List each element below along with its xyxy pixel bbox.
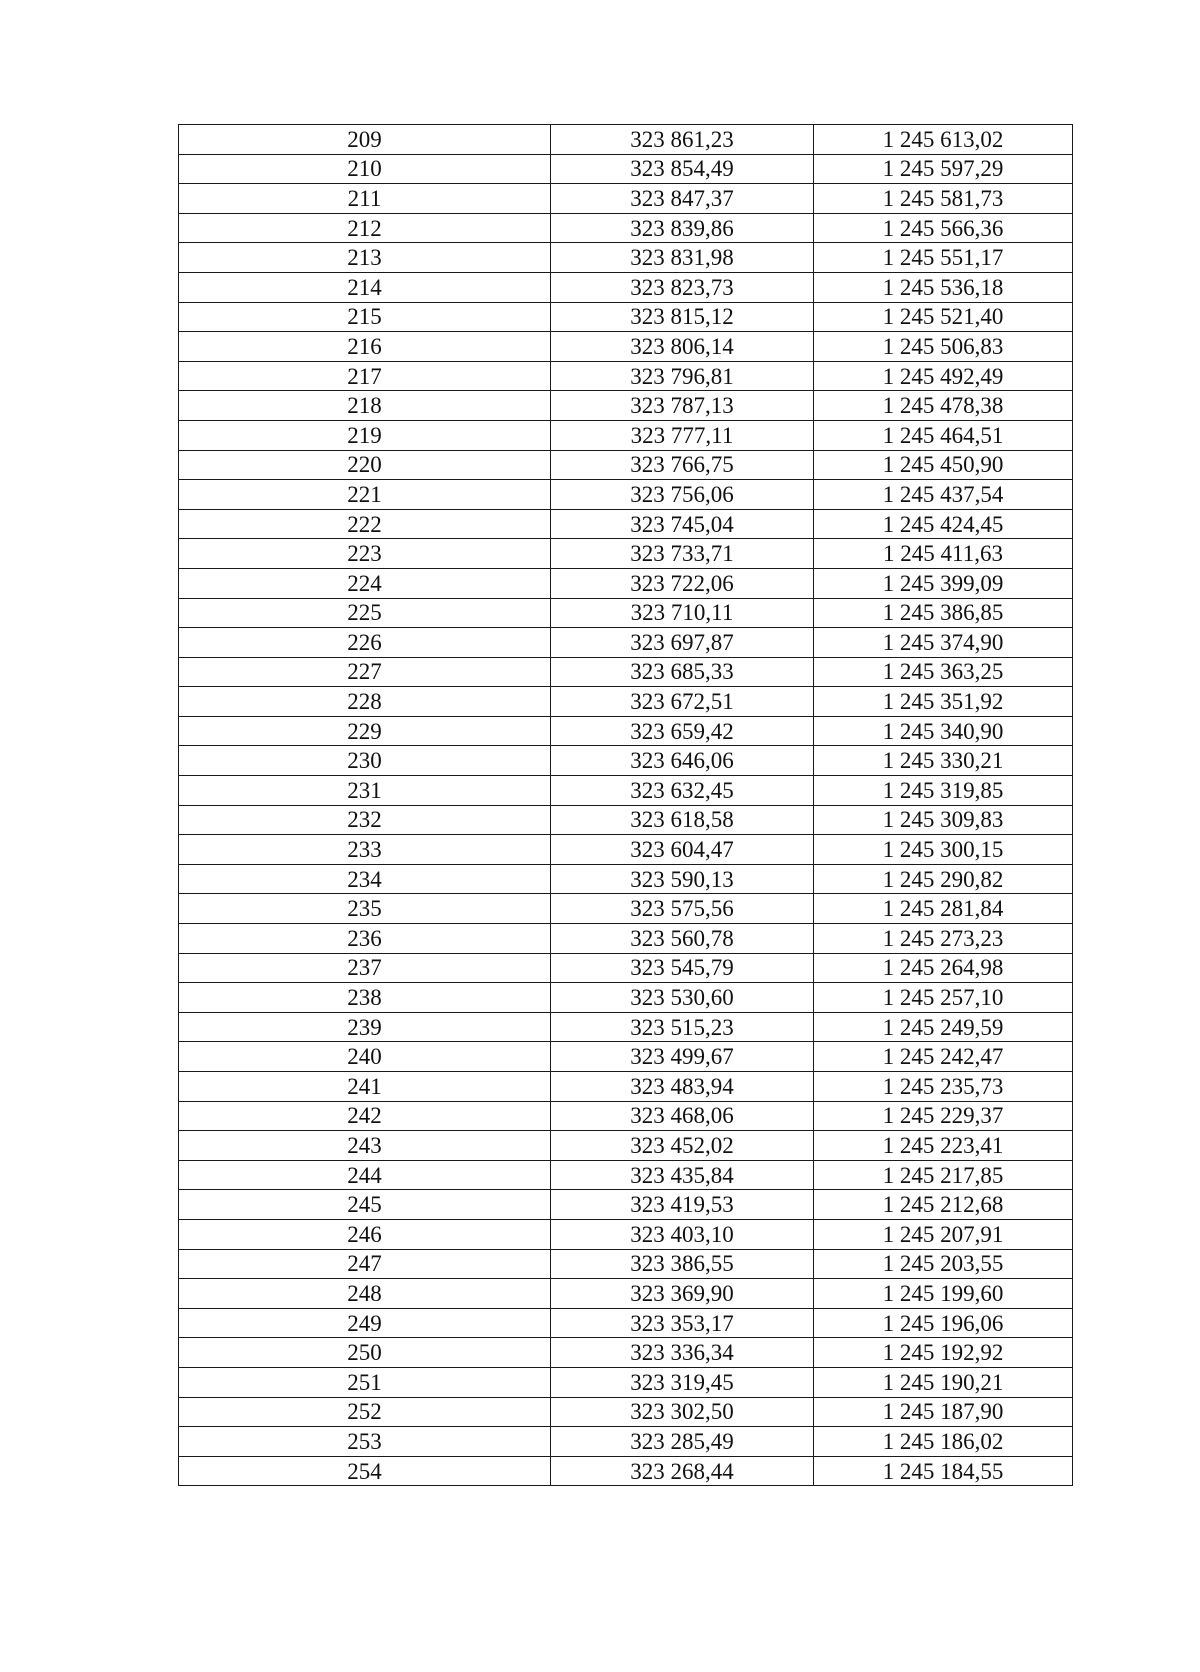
y-coordinate-cell: 1 245 424,45 [814,509,1073,539]
y-coordinate-cell: 1 245 613,02 [814,125,1073,155]
point-number-cell: 219 [179,420,551,450]
table-row [179,420,1073,450]
y-coordinate-cell: 1 245 478,38 [814,391,1073,421]
y-coordinate-cell: 1 245 242,47 [814,1042,1073,1072]
x-coordinate-cell: 323 353,17 [551,1308,814,1338]
x-coordinate-cell: 323 302,50 [551,1397,814,1427]
y-coordinate-cell: 1 245 196,06 [814,1308,1073,1338]
point-number-cell: 224 [179,568,551,598]
y-coordinate-cell: 1 245 536,18 [814,272,1073,302]
y-coordinate-cell: 1 245 207,91 [814,1219,1073,1249]
table-row [179,953,1073,983]
point-number-cell: 234 [179,864,551,894]
x-coordinate-cell: 323 847,37 [551,184,814,214]
x-coordinate-cell: 323 452,02 [551,1131,814,1161]
y-coordinate-cell: 1 245 374,90 [814,628,1073,658]
x-coordinate-cell: 323 618,58 [551,805,814,835]
x-coordinate-cell: 323 806,14 [551,332,814,362]
point-number-cell: 236 [179,924,551,954]
x-coordinate-cell: 323 756,06 [551,480,814,510]
table-row [179,332,1073,362]
table-row [179,391,1073,421]
y-coordinate-cell: 1 245 290,82 [814,864,1073,894]
point-number-cell: 222 [179,509,551,539]
point-number-cell: 231 [179,776,551,806]
table-row [179,598,1073,628]
y-coordinate-cell: 1 245 330,21 [814,746,1073,776]
x-coordinate-cell: 323 861,23 [551,125,814,155]
point-number-cell: 227 [179,657,551,687]
point-number-cell: 215 [179,302,551,332]
point-number-cell: 247 [179,1249,551,1279]
point-number-cell: 220 [179,450,551,480]
y-coordinate-cell: 1 245 264,98 [814,953,1073,983]
table-row [179,628,1073,658]
point-number-cell: 221 [179,480,551,510]
point-number-cell: 253 [179,1427,551,1457]
y-coordinate-cell: 1 245 399,09 [814,568,1073,598]
table-row [179,361,1073,391]
x-coordinate-cell: 323 839,86 [551,213,814,243]
x-coordinate-cell: 323 604,47 [551,835,814,865]
y-coordinate-cell: 1 245 309,83 [814,805,1073,835]
table-row [179,805,1073,835]
x-coordinate-cell: 323 560,78 [551,924,814,954]
table-row [179,1367,1073,1397]
point-number-cell: 233 [179,835,551,865]
table-row [179,894,1073,924]
table-row [179,1397,1073,1427]
y-coordinate-cell: 1 245 386,85 [814,598,1073,628]
x-coordinate-cell: 323 515,23 [551,1012,814,1042]
x-coordinate-cell: 323 590,13 [551,864,814,894]
y-coordinate-cell: 1 245 492,49 [814,361,1073,391]
point-number-cell: 237 [179,953,551,983]
y-coordinate-cell: 1 245 203,55 [814,1249,1073,1279]
y-coordinate-cell: 1 245 186,02 [814,1427,1073,1457]
point-number-cell: 244 [179,1160,551,1190]
y-coordinate-cell: 1 245 351,92 [814,687,1073,717]
table-row [179,302,1073,332]
point-number-cell: 225 [179,598,551,628]
y-coordinate-cell: 1 245 363,25 [814,657,1073,687]
y-coordinate-cell: 1 245 597,29 [814,154,1073,184]
x-coordinate-cell: 323 499,67 [551,1042,814,1072]
table-row [179,983,1073,1013]
point-number-cell: 226 [179,628,551,658]
y-coordinate-cell: 1 245 257,10 [814,983,1073,1013]
x-coordinate-cell: 323 386,55 [551,1249,814,1279]
x-coordinate-cell: 323 831,98 [551,243,814,273]
table-row [179,1190,1073,1220]
x-coordinate-cell: 323 854,49 [551,154,814,184]
x-coordinate-cell: 323 722,06 [551,568,814,598]
x-coordinate-cell: 323 336,34 [551,1338,814,1368]
x-coordinate-cell: 323 285,49 [551,1427,814,1457]
y-coordinate-cell: 1 245 450,90 [814,450,1073,480]
table-row [179,272,1073,302]
point-number-cell: 239 [179,1012,551,1042]
x-coordinate-cell: 323 369,90 [551,1279,814,1309]
table-row [179,450,1073,480]
table-row [179,924,1073,954]
table-row [179,1219,1073,1249]
y-coordinate-cell: 1 245 300,15 [814,835,1073,865]
table-row [179,1427,1073,1457]
x-coordinate-cell: 323 710,11 [551,598,814,628]
y-coordinate-cell: 1 245 281,84 [814,894,1073,924]
x-coordinate-cell: 323 403,10 [551,1219,814,1249]
table-row [179,213,1073,243]
y-coordinate-cell: 1 245 581,73 [814,184,1073,214]
y-coordinate-cell: 1 245 464,51 [814,420,1073,450]
x-coordinate-cell: 323 697,87 [551,628,814,658]
table-row [179,864,1073,894]
x-coordinate-cell: 323 530,60 [551,983,814,1013]
point-number-cell: 230 [179,746,551,776]
point-number-cell: 210 [179,154,551,184]
table-row [179,1249,1073,1279]
point-number-cell: 252 [179,1397,551,1427]
x-coordinate-cell: 323 268,44 [551,1456,814,1486]
point-number-cell: 245 [179,1190,551,1220]
point-number-cell: 212 [179,213,551,243]
table-row [179,776,1073,806]
y-coordinate-cell: 1 245 235,73 [814,1072,1073,1102]
point-number-cell: 228 [179,687,551,717]
y-coordinate-cell: 1 245 437,54 [814,480,1073,510]
point-number-cell: 243 [179,1131,551,1161]
y-coordinate-cell: 1 245 340,90 [814,716,1073,746]
x-coordinate-cell: 323 787,13 [551,391,814,421]
point-number-cell: 248 [179,1279,551,1309]
x-coordinate-cell: 323 796,81 [551,361,814,391]
table-row [179,1338,1073,1368]
y-coordinate-cell: 1 245 411,63 [814,539,1073,569]
point-number-cell: 251 [179,1367,551,1397]
table-row [179,1160,1073,1190]
x-coordinate-cell: 323 659,42 [551,716,814,746]
point-number-cell: 229 [179,716,551,746]
y-coordinate-cell: 1 245 212,68 [814,1190,1073,1220]
point-number-cell: 240 [179,1042,551,1072]
y-coordinate-cell: 1 245 521,40 [814,302,1073,332]
x-coordinate-cell: 323 777,11 [551,420,814,450]
point-number-cell: 254 [179,1456,551,1486]
x-coordinate-cell: 323 646,06 [551,746,814,776]
table-row [179,687,1073,717]
point-number-cell: 216 [179,332,551,362]
point-number-cell: 249 [179,1308,551,1338]
y-coordinate-cell: 1 245 229,37 [814,1101,1073,1131]
table-row [179,243,1073,273]
table-row [179,716,1073,746]
table-row [179,154,1073,184]
x-coordinate-cell: 323 575,56 [551,894,814,924]
point-number-cell: 250 [179,1338,551,1368]
table-row [179,1072,1073,1102]
x-coordinate-cell: 323 672,51 [551,687,814,717]
point-number-cell: 242 [179,1101,551,1131]
table-row [179,125,1073,155]
point-number-cell: 209 [179,125,551,155]
y-coordinate-cell: 1 245 187,90 [814,1397,1073,1427]
y-coordinate-cell: 1 245 319,85 [814,776,1073,806]
point-number-cell: 218 [179,391,551,421]
table-row [179,184,1073,214]
x-coordinate-cell: 323 733,71 [551,539,814,569]
table-row [179,835,1073,865]
table-row [179,1456,1073,1486]
x-coordinate-cell: 323 319,45 [551,1367,814,1397]
x-coordinate-cell: 323 419,53 [551,1190,814,1220]
table-row [179,1101,1073,1131]
point-number-cell: 214 [179,272,551,302]
point-number-cell: 232 [179,805,551,835]
point-number-cell: 223 [179,539,551,569]
table-row [179,539,1073,569]
table-row [179,1042,1073,1072]
point-number-cell: 241 [179,1072,551,1102]
point-number-cell: 211 [179,184,551,214]
coordinates-table-body [179,125,1073,1486]
table-row [179,746,1073,776]
y-coordinate-cell: 1 245 551,17 [814,243,1073,273]
table-row [179,657,1073,687]
y-coordinate-cell: 1 245 566,36 [814,213,1073,243]
y-coordinate-cell: 1 245 217,85 [814,1160,1073,1190]
x-coordinate-cell: 323 745,04 [551,509,814,539]
y-coordinate-cell: 1 245 506,83 [814,332,1073,362]
table-row [179,1012,1073,1042]
table-row [179,509,1073,539]
table-row [179,480,1073,510]
y-coordinate-cell: 1 245 199,60 [814,1279,1073,1309]
x-coordinate-cell: 323 815,12 [551,302,814,332]
point-number-cell: 246 [179,1219,551,1249]
point-number-cell: 235 [179,894,551,924]
x-coordinate-cell: 323 545,79 [551,953,814,983]
y-coordinate-cell: 1 245 192,92 [814,1338,1073,1368]
x-coordinate-cell: 323 483,94 [551,1072,814,1102]
x-coordinate-cell: 323 632,45 [551,776,814,806]
point-number-cell: 238 [179,983,551,1013]
y-coordinate-cell: 1 245 249,59 [814,1012,1073,1042]
y-coordinate-cell: 1 245 273,23 [814,924,1073,954]
point-number-cell: 217 [179,361,551,391]
x-coordinate-cell: 323 823,73 [551,272,814,302]
x-coordinate-cell: 323 685,33 [551,657,814,687]
point-number-cell: 213 [179,243,551,273]
y-coordinate-cell: 1 245 184,55 [814,1456,1073,1486]
table-row [179,1308,1073,1338]
y-coordinate-cell: 1 245 223,41 [814,1131,1073,1161]
x-coordinate-cell: 323 435,84 [551,1160,814,1190]
y-coordinate-cell: 1 245 190,21 [814,1367,1073,1397]
x-coordinate-cell: 323 766,75 [551,450,814,480]
table-row [179,1131,1073,1161]
table-row [179,568,1073,598]
x-coordinate-cell: 323 468,06 [551,1101,814,1131]
coordinates-table [178,124,1073,1486]
table-row [179,1279,1073,1309]
